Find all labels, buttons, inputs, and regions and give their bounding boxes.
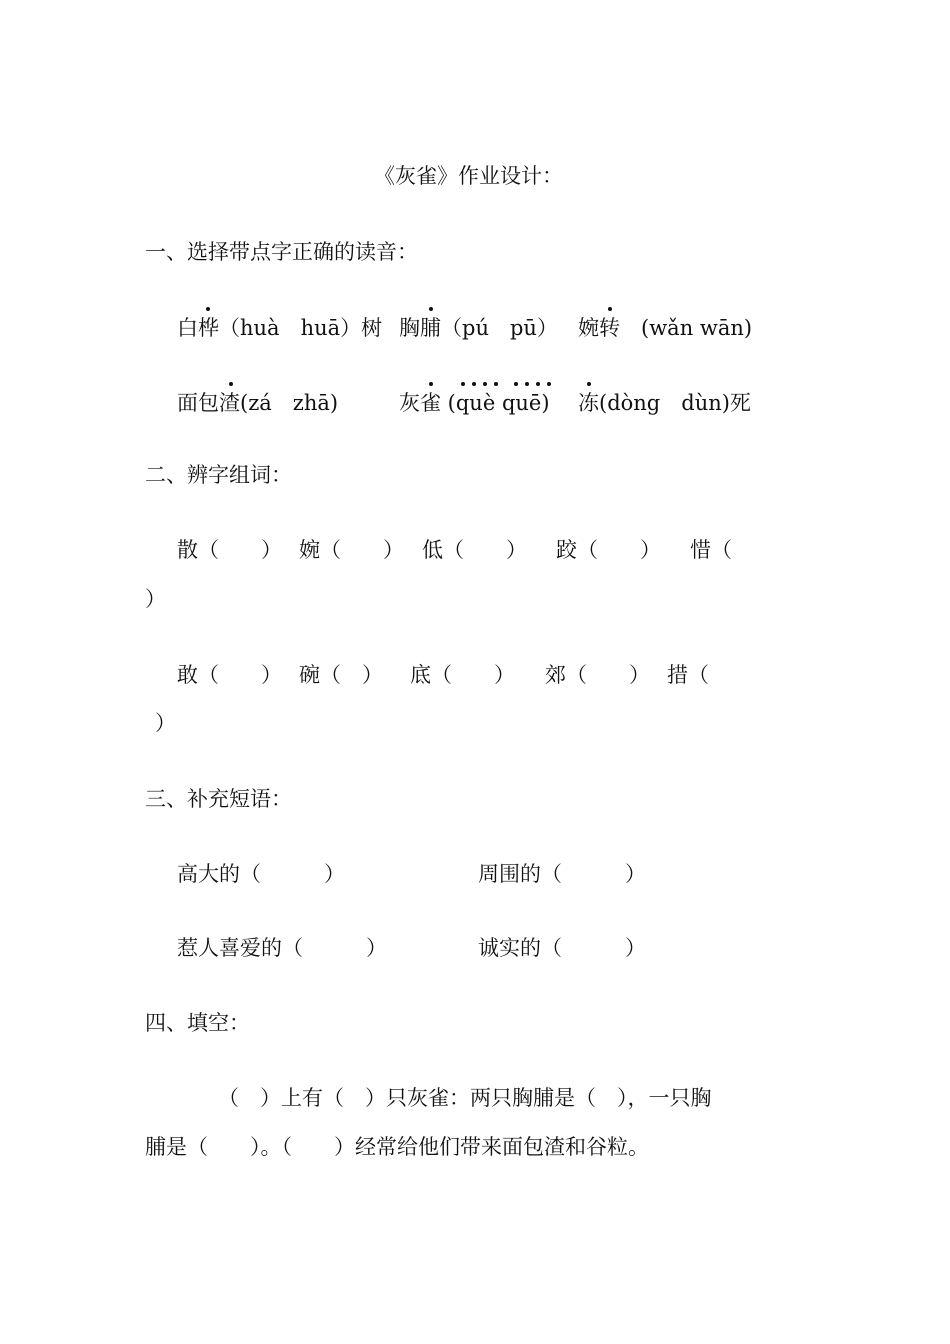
word-group-item: 碗（ ） <box>299 663 383 687</box>
section-1-heading: 一、选择带点字正确的读音： <box>145 240 418 264</box>
section-4-heading: 四、填空： <box>145 1011 250 1035</box>
section-2-heading: 二、辨字组词： <box>145 463 292 487</box>
emphasis-dot <box>483 382 487 386</box>
emphasis-dot <box>494 382 498 386</box>
emphasis-dot <box>547 382 551 386</box>
section-3-heading: 三、补充短语： <box>145 787 292 811</box>
word-group-item: 低（ ） <box>422 538 527 562</box>
word-group-item: 措（ <box>667 663 709 687</box>
pinyin-item-xiongpu: 胸脯（pú pū） <box>399 316 558 340</box>
word-group-wrap: ） <box>145 587 166 611</box>
pinyin-item-wanzhuan: 婉转 (wǎn wān) <box>578 316 753 340</box>
emphasis-dot <box>472 382 476 386</box>
word-group-wrap: ） <box>155 711 176 735</box>
emphasis-dot <box>429 307 433 311</box>
emphasis-dot <box>608 307 612 311</box>
emphasis-dot <box>525 382 529 386</box>
emphasis-dot <box>536 382 540 386</box>
fill-blank-line-2: 脯是（ ）。（ ）经常给他们带来面包渣和谷粒。 <box>145 1135 649 1159</box>
phrase-item: 周围的（ ） <box>478 862 646 886</box>
emphasis-dot <box>229 382 233 386</box>
word-group-item: 郊（ ） <box>545 663 650 687</box>
phrase-item: 惹人喜爱的（ ） <box>177 936 387 960</box>
phrase-item: 诚实的（ ） <box>478 936 646 960</box>
pinyin-item-baihua: 白桦（huà huā）树 <box>177 316 383 340</box>
phrase-item: 高大的（ ） <box>177 862 345 886</box>
word-group-item: 敢（ ） <box>177 663 282 687</box>
emphasis-dot <box>514 382 518 386</box>
pinyin-item-mianbaozha: 面包渣(zá zhā) <box>177 391 339 415</box>
emphasis-dot <box>461 382 465 386</box>
fill-blank-line-1: （ ）上有（ ）只灰雀：两只胸脯是（ ），一只胸 <box>218 1086 712 1110</box>
emphasis-dot <box>429 382 433 386</box>
word-group-item: 散（ ） <box>177 538 282 562</box>
pinyin-item-dongsi: 冻(dòng dùn)死 <box>578 391 751 415</box>
emphasis-dot <box>206 307 210 311</box>
pinyin-item-huique: 灰雀 (què quē) <box>399 391 550 415</box>
emphasis-dot <box>587 382 591 386</box>
word-group-item: 底（ ） <box>410 663 515 687</box>
word-group-item: 婉（ ） <box>299 538 404 562</box>
page-title: 《灰雀》作业设计： <box>374 164 563 188</box>
word-group-item: 跤（ ） <box>556 538 661 562</box>
word-group-item: 惜（ <box>690 538 732 562</box>
